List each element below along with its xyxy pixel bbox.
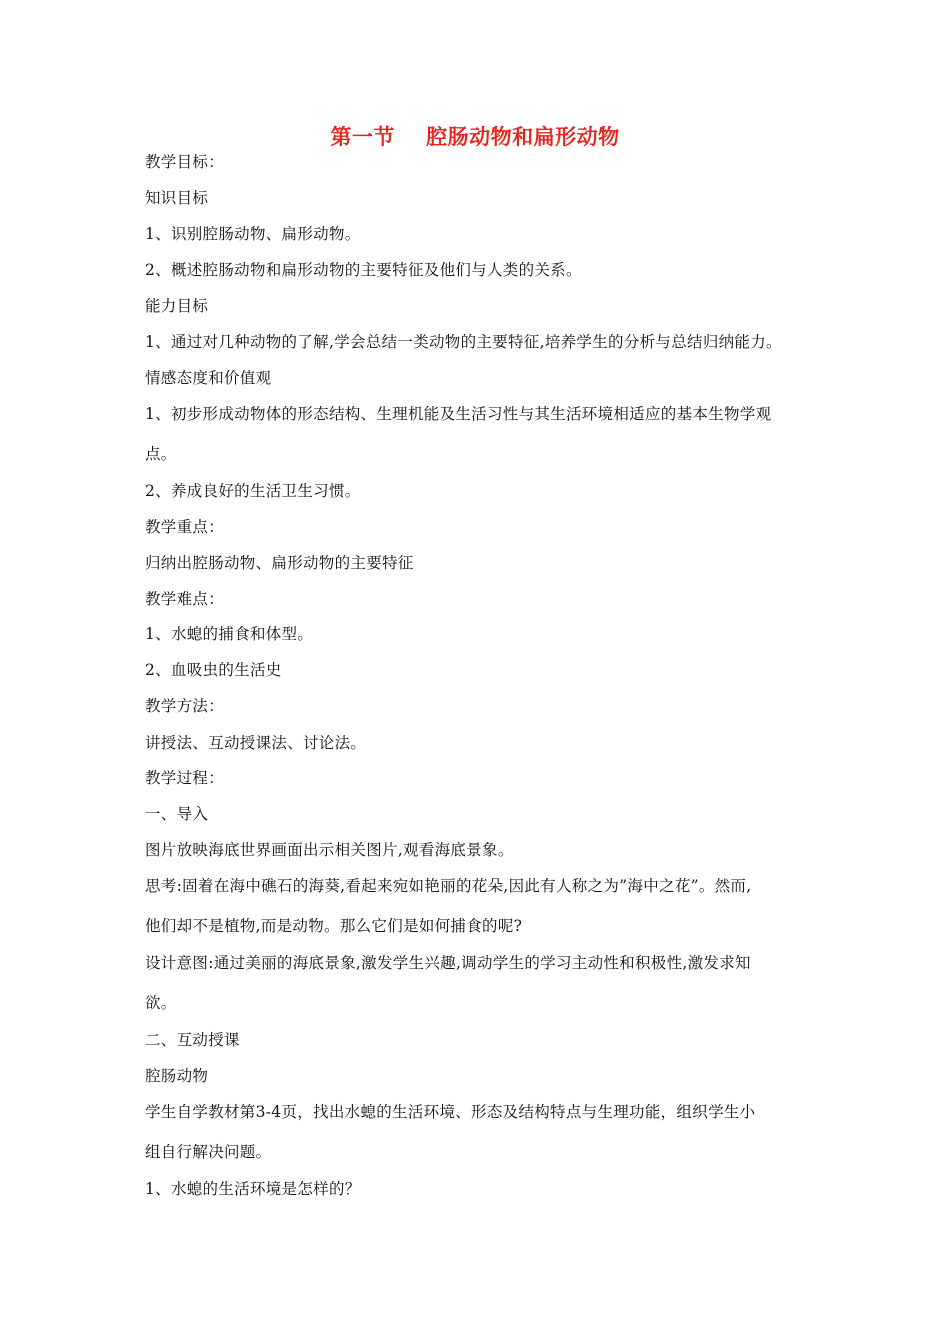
text-line: 教学方法： <box>145 697 225 715</box>
text-line: 2、血吸虫的生活史 <box>145 661 282 679</box>
page-title: 第一节 腔肠动物和扁形动物 <box>330 125 620 149</box>
text-line: 1、初步形成动物体的形态结构、生理机能及生活习性与其生活环境相适应的基本生物学观 <box>145 405 772 423</box>
text-line: 知识目标 <box>145 189 209 207</box>
text-line: 设计意图:通过美丽的海底景象,激发学生兴趣,调动学生的学习主动性和积极性,激发求知 <box>145 954 751 972</box>
text-line: 2、养成良好的生活卫生习惯。 <box>145 482 361 500</box>
text-line: 教学难点： <box>145 590 225 608</box>
text-line: 他们却不是植物,而是动物。那么它们是如何捕食的呢? <box>145 917 523 935</box>
text-line: 二、互动授课 <box>145 1031 240 1049</box>
text-line: 归纳出腔肠动物、扁形动物的主要特征 <box>145 554 414 572</box>
text-line: 思考:固着在海中礁石的海葵,看起来宛如艳丽的花朵,因此有人称之为”海中之花”。然而, <box>145 877 752 895</box>
text-line: 1、识别腔肠动物、扁形动物。 <box>145 225 361 243</box>
text-line: 情感态度和价值观 <box>145 369 272 387</box>
text-line: 点。 <box>145 445 177 463</box>
text-line: 教学过程： <box>145 769 225 787</box>
text-line: 1、水螅的生活环境是怎样的？ <box>145 1180 361 1198</box>
text-line: 2、概述腔肠动物和扁形动物的主要特征及他们与人类的关系。 <box>145 261 582 279</box>
text-line: 讲授法、互动授课法、讨论法。 <box>145 734 367 752</box>
text-line: 腔肠动物 <box>145 1067 209 1085</box>
text-line: 图片放映海底世界画面出示相关图片,观看海底景象。 <box>145 841 514 859</box>
text-line: 1、通过对几种动物的了解,学会总结一类动物的主要特征,培养学生的分析与总结归纳能力。 <box>145 333 782 351</box>
text-line: 教学目标： <box>145 153 225 171</box>
text-line: 教学重点： <box>145 518 225 536</box>
text-line: 组自行解决问题。 <box>145 1143 272 1161</box>
text-line: 1、水螅的捕食和体型。 <box>145 625 314 643</box>
text-line: 欲。 <box>145 994 177 1012</box>
text-line: 一、导入 <box>145 805 209 823</box>
text-line: 能力目标 <box>145 297 209 315</box>
text-line: 学生自学教材第3-4页，找出水螅的生活环境、形态及结构特点与生理功能，组织学生小 <box>145 1103 756 1121</box>
